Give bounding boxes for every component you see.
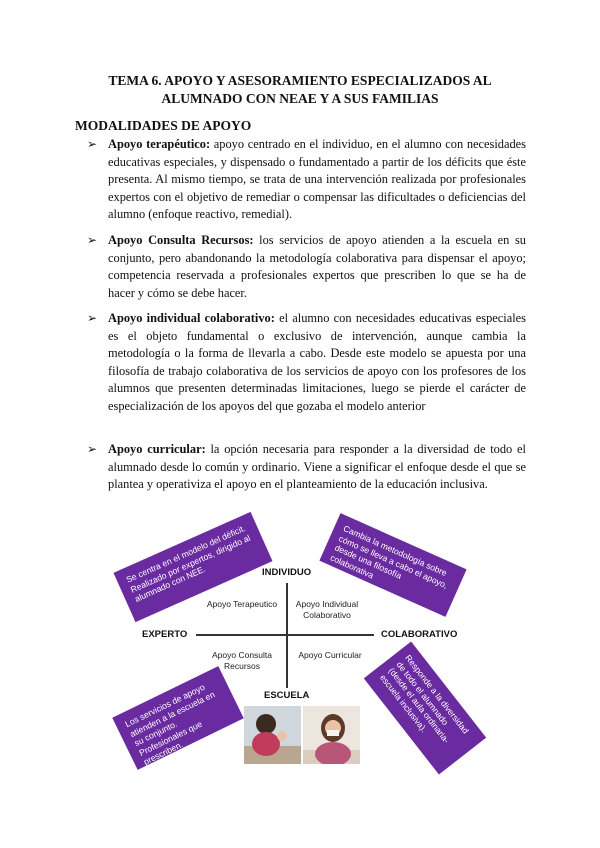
photo-teacher-right — [303, 706, 360, 764]
list-item-apoyo-terapeutico — [87, 136, 526, 224]
arrow-bullet-icon: ➢ — [87, 311, 98, 325]
horizontal-axis — [196, 634, 374, 636]
arrow-bullet-icon: ➢ — [87, 233, 98, 247]
item-label: Apoyo individual colaborativo: — [108, 311, 275, 325]
classroom-photo — [244, 706, 360, 764]
note-individual-colaborativo: Cambia la metodología sobre cómo se lleva a cabo el apoyo, desde una filosofía colaborativa — [319, 513, 466, 617]
quadrant-apoyo-terapeutico: Apoyo Terapeutico — [206, 599, 278, 609]
axis-label-individuo: INDIVIDUO — [262, 567, 312, 578]
arrow-bullet-icon: ➢ — [87, 137, 98, 151]
note-curricular: Responde a la diversidad de todo el alumnado (desde el aula ordinaria-escuela inclusiva). — [364, 641, 486, 774]
item-text: apoyo centrado en el individuo, en el alumno con necesidades educativas especiales, y dispensado o fundamentado a partir de los déficits que éste presenta. Al mismo tiempo, se trata de una intervención realizada por profesionales expertos con el objetivo de remediar o compensar las dificultades o deficiencias del alumno (enfoque reactivo, remedial). — [108, 137, 526, 222]
item-text: los servicios de apoyo atienden a la escuela en su conjunto, pero abandonando la metodología colaborativa para dispensar el apoyo; competencia reservada a profesionales expertos que prescriben lo que se ha de hacer y cómo se debe hacer. — [108, 233, 526, 300]
list-item-apoyo-consulta-recursos — [87, 232, 526, 302]
list-item-apoyo-curricular — [87, 441, 526, 494]
title-line-1: TEMA 6. APOYO Y ASESORAMIENTO ESPECIALIZADOS AL — [108, 73, 492, 88]
quadrant-apoyo-individual-colaborativo: Apoyo Individual Colaborativo — [295, 599, 359, 620]
page-title — [60, 72, 540, 108]
section-heading: MODALIDADES DE APOYO — [75, 118, 252, 133]
item-text: la opción necesaria para responder a la diversidad de todo el alumnado desde lo común y ordinario. Viene a significar el enfoque desde el que se plantea y operativiza el apoyo en el planteamiento de la educación inclusiva. — [108, 442, 526, 492]
item-label: Apoyo terapéutico: — [108, 137, 211, 151]
title-line-2: ALUMNADO CON NEAE Y A SUS FAMILIAS — [161, 91, 439, 106]
item-label: Apoyo Consulta Recursos: — [108, 233, 254, 247]
photo-child-left — [244, 706, 301, 764]
quadrant-apoyo-curricular: Apoyo Curricular — [298, 650, 362, 660]
axis-label-escuela: ESCUELA — [264, 690, 310, 701]
axis-label-colaborativo: COLABORATIVO — [381, 629, 458, 640]
note-consulta-recursos: Los servicios de apoyo atienden a la escuela en su conjunto. Profesionales que prescriben. — [112, 666, 243, 770]
item-label: Apoyo curricular: — [108, 442, 206, 456]
list-item-apoyo-individual-colaborativo — [87, 310, 526, 416]
quadrant-apoyo-consulta-recursos: Apoyo Consulta Recursos — [211, 650, 272, 671]
item-text: el alumno con necesidades educativas especiales es el objeto fundamental o exclusivo de intervención, aunque cambia la metodología o la forma de llevarla a cabo. Desde este modelo se apuesta por una filosofía de trabajo colaborativa de los servicios de apoyo con los profesores de los alumnos que presenten determinadas limitaciones, luego se pierde el carácter de especialización de los apoyos del que gozaba el modelo anterior — [108, 311, 526, 413]
arrow-bullet-icon: ➢ — [87, 442, 98, 456]
axis-label-experto: EXPERTO — [142, 629, 188, 640]
note-terapeutico: Se centra en el modelo del déficit. Realizado por expertos, dirigido al alumnado con NEE. — [114, 512, 273, 622]
